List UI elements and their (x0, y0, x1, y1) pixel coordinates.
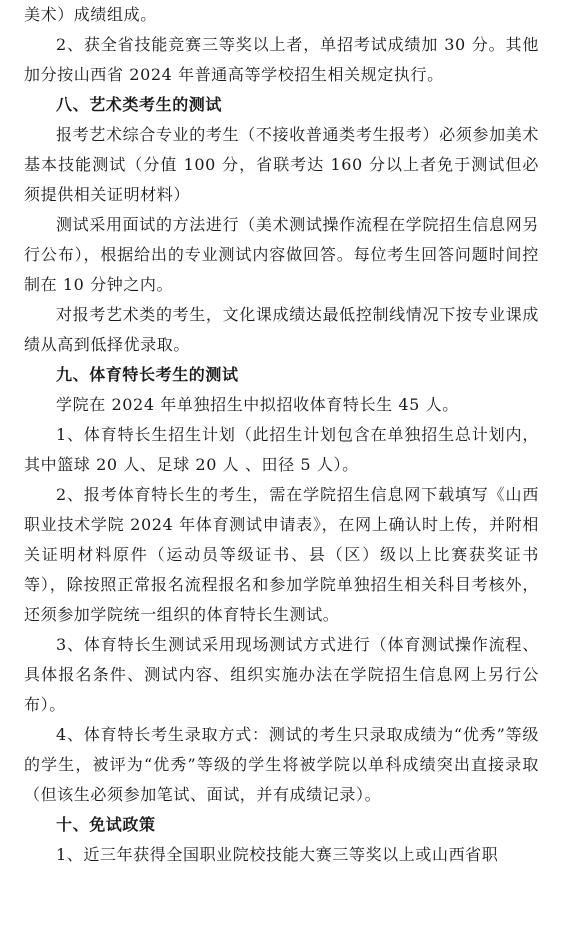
paragraph-sports-application: 2、报考体育特长生的考生，需在学院招生信息网下载填写《山西职业技术学院 2024 年体育测试申请表》，在网上确认时上传，并附相关证明材料原件（运动员等级证书、县（区）级以上比赛获奖证书等），除按照正常报名流程报名和参加学院单独招生相关科目考核外，还须参加学院统一组织的体育特长生测试。 (24, 485, 539, 624)
paragraph-sports-plan: 1、体育特长生招生计划（此招生计划包含在单独招生总计划内，其中篮球 20 人、足球 20 人 、田径 5 人）。 (24, 425, 539, 474)
section-heading-sports-test: 九、体育特长考生的测试 (56, 365, 239, 384)
section-heading-art-test: 八、艺术类考生的测试 (56, 95, 223, 114)
paragraph-sports-admission: 4、体育特长考生录取方式：测试的考生只录取成绩为“优秀”等级的学生，被评为“优秀”等级的学生将被学院以单科成绩突出直接录取（但该生必须参加笔试、面试，并有成绩记录）。 (24, 725, 539, 804)
paragraph-art-requirement: 报考艺术综合专业的考生（不接收普通类考生报考）必须参加美术基本技能测试（分值 100 分，省联考达 160 分以上者免于测试但必须提供相关证明材料） (24, 125, 539, 204)
paragraph-art-interview: 测试采用面试的方法进行（美术测试操作流程在学院招生信息网另行公布），根据给出的专业测试内容做回答。每位考生回答问题时间控制在 10 分钟之内。 (24, 215, 539, 294)
paragraph-sports-test-method: 3、体育特长生测试采用现场测试方式进行（体育测试操作流程、具体报名条件、测试内容、组织实施办法在学院招生信息网上另行公布）。 (24, 635, 539, 714)
section-heading-exemption: 十、免试政策 (56, 815, 156, 834)
paragraph-art-score-end: 美术）成绩组成。 (24, 5, 157, 24)
paragraph-bonus-points: 2、获全省技能竞赛三等奖以上者，单招考试成绩加 30 分。其他加分按山西省 2024 年普通高等学校招生相关规定执行。 (24, 35, 539, 84)
paragraph-exemption-1: 1、近三年获得全国职业院校技能大赛三等奖以上或山西省职 (56, 845, 499, 864)
paragraph-sports-quota: 学院在 2024 年单独招生中拟招收体育特长生 45 人。 (56, 395, 459, 414)
paragraph-art-admission: 对报考艺术类的考生，文化课成绩达最低控制线情况下按专业课成绩从高到低择优录取。 (24, 305, 539, 354)
